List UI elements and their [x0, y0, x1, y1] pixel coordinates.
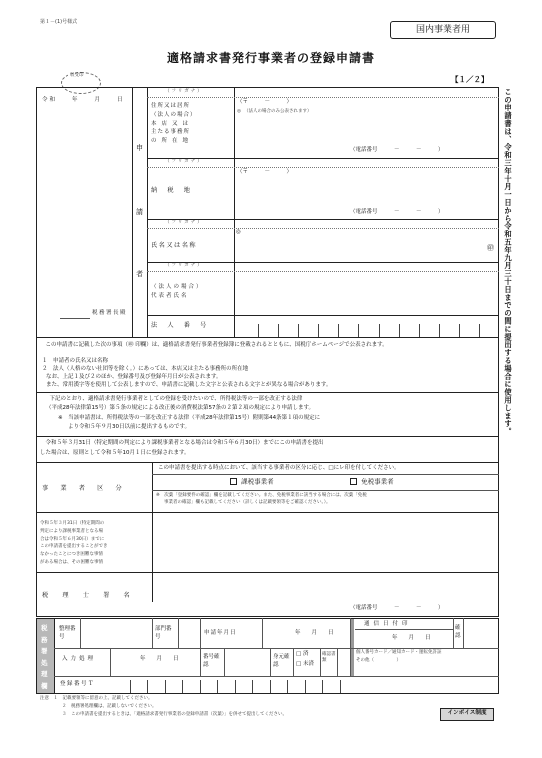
toroku-number-cell-divider	[147, 680, 148, 693]
toroku-number-cell-divider	[235, 680, 236, 693]
address-postal[interactable]: （〒 － ）	[237, 99, 293, 105]
office-shinsei-date[interactable]: 年 月 日	[295, 630, 334, 636]
form-number: 第１－(1)号様式	[40, 19, 78, 25]
rep-label-line-2: 代表者氏名	[151, 293, 189, 299]
rep-label-line-1: （法人の場合）	[151, 284, 204, 290]
deadline-note-line-2: した場合は、原則として令和５年10月１日に登録されます。	[40, 450, 190, 456]
declaration-line-1: 下記のとおり、適格請求書発行事業者としての登録を受けたいので、所得税法等の一部を改正する法律	[44, 396, 303, 402]
tax-place-phone[interactable]: （電話番号 － － ）	[350, 209, 444, 215]
address-label-line-1: 住所又は居所	[151, 103, 191, 109]
corp-number-cell-divider	[379, 324, 380, 337]
footer-note-2: ２ 税務署処理欄は、記載しないでください。	[62, 704, 157, 709]
toroku-number-cell-divider	[305, 680, 306, 693]
business-type-note-1: ※ 次葉「登録要件の確認」欄を記載してください。また、免税事業者に該当する場合には、次葉「免税	[156, 493, 367, 498]
toroku-number-cell-divider	[130, 680, 131, 693]
corp-number-cell-divider	[419, 324, 420, 337]
address-label-line-5: の所在地	[151, 138, 194, 145]
address-phone[interactable]: （電話番号 － － ）	[350, 147, 444, 153]
office-side-char-4: 処	[41, 658, 48, 667]
toroku-number-cell-divider	[200, 680, 201, 693]
publication-item-4: また、常用漢字等を使用して公表しますので、申請書に記載した文字と公表される文字とが異なる場合があります。	[46, 382, 332, 388]
office-bumon-label: 部門番号	[155, 626, 172, 640]
special-case-line-5: なかったことにつき困難な事情	[40, 552, 103, 558]
furigana-address: （フリガナ）	[165, 89, 204, 94]
tax-accountant-label: 税 理 士 署 名	[42, 592, 134, 599]
corp-number-cell-divider	[479, 324, 480, 337]
footer-note-1: 注意 １ 記載要領等に留意の上、記載してください。	[40, 696, 153, 701]
publication-intro: この申請書に記載した次の事項（㊞ 印欄）は、適格請求書発行事業者登録簿に登載されるとともに、国税庁ホームページで公表されます。	[40, 342, 388, 348]
tax-place-label: 納 税 地	[151, 187, 192, 194]
corp-number-cell-divider	[439, 324, 440, 337]
group-char-1: 申	[136, 144, 143, 152]
address-label	[151, 102, 231, 146]
receipt-stamp-label: 収受印	[70, 73, 84, 78]
office-bango-label: 番号確認	[203, 654, 220, 668]
office-shorui-other: その他（ ）	[356, 658, 401, 663]
group-char-2: 請	[136, 208, 143, 216]
exempt-label: 免税事業者	[361, 477, 394, 486]
special-case-line-6: がある場合は、その困難な事情	[40, 559, 103, 565]
furigana-rep: （フリガナ）	[165, 263, 204, 268]
taxable-label: 課税事業者	[241, 477, 274, 486]
corp-number-cell-divider	[338, 324, 339, 337]
name-seal: ㊞	[487, 244, 494, 252]
toroku-number-cell-divider	[252, 680, 253, 693]
corp-number-label: 法 人 番 号	[151, 322, 209, 329]
special-case-field[interactable]	[153, 513, 498, 571]
form-title: 適格請求書発行事業者の登録申請書	[166, 51, 375, 65]
furigana-name: （フリガナ）	[165, 220, 204, 225]
rep-label	[151, 283, 231, 301]
office-shorui-detail: 個人番号カード／通知カード・運転免許証	[356, 650, 442, 655]
office-kakunin-label: 確認	[455, 625, 461, 639]
corp-number-cell-divider	[358, 324, 359, 337]
office-zumi[interactable]: □ 済	[296, 651, 309, 657]
declaration-line-3: ※ 当該申請書は、所得税法等の一部を改正する法律（平成28年法律第15号）附則第44条第１項の規定に	[58, 415, 321, 421]
office-side-char-2: 務	[41, 635, 48, 644]
special-case-line-3: 合は令和５年６月30日）までに	[40, 536, 105, 542]
toroku-number-cell-divider	[270, 680, 271, 693]
toroku-number-cell-divider	[217, 680, 218, 693]
address-label-line-3: 本店又は	[151, 120, 194, 127]
toroku-number-cell-divider	[340, 680, 341, 693]
office-side-label	[41, 623, 51, 692]
corp-number-cell-divider	[278, 324, 279, 337]
toroku-number-cell-divider	[287, 680, 288, 693]
footer-note-3: ３ この申請書を提出するときは、「適格請求書発行事業者の登録申請書（次葉）」を併せて提出してください。	[62, 712, 287, 717]
office-tsushin-date[interactable]: 年 月 日	[392, 635, 431, 641]
special-case-label	[40, 520, 150, 567]
toroku-number-cell-divider	[322, 680, 323, 693]
corp-number-cell-divider	[318, 324, 319, 337]
deadline-note-line-1: 令和５年３月31日（特定期間の判定により課税事業者となる場合は令和５年６月30日）までにこの申請書を提出	[40, 440, 324, 446]
corp-publish-note: （法人の場合のみ公表されます）	[244, 109, 312, 114]
taxable-checkbox[interactable]	[230, 478, 237, 485]
group-char-3: 者	[136, 270, 143, 278]
exempt-checkbox[interactable]	[350, 478, 357, 485]
business-type-note-2: 事業者の確認」欄も記載してください（詳しくは記載要領等をご確認ください。）。	[164, 500, 331, 505]
publication-item-1: １ 申請者の氏名又は名称	[42, 358, 109, 364]
office-nyuryoku-label: 入力処理	[62, 656, 97, 662]
address-label-line-2: （法人の場合）	[151, 111, 197, 118]
office-seiri-field[interactable]	[81, 619, 152, 648]
tax-office-label: 税務署長殿	[92, 310, 128, 316]
office-shorui-label: 確認書類	[322, 652, 336, 663]
office-shinsei-label: 申請年月日	[204, 630, 237, 636]
corp-number-cell-divider	[258, 324, 259, 337]
page-indicator: 【１／２】	[451, 75, 489, 84]
side-note: この申請書は、令和三年十月一日から令和五年九月三十日までの間に提出する場合に使用します。	[504, 88, 513, 436]
corp-number-cell-divider	[459, 324, 460, 337]
corp-publish-mark: ◎	[237, 109, 241, 114]
office-tsushin-label: 通信日付印	[364, 621, 412, 627]
corp-number-cell-divider	[298, 324, 299, 337]
furigana-place: （フリガナ）	[165, 159, 204, 164]
office-mizumi[interactable]: □ 未済	[296, 661, 314, 667]
domestic-badge-label: 国内事業者用	[415, 25, 470, 35]
office-side-char-1: 税	[41, 624, 48, 632]
publication-item-2: ２ 法人（人格のない社団等を除く。）にあっては、本店又は主たる事務所の所在地	[42, 366, 249, 372]
office-nyuryoku-date[interactable]: 年 月 日	[140, 656, 179, 662]
invoice-badge	[440, 708, 494, 721]
special-case-line-4: この申請書を提出することができ	[40, 544, 108, 550]
tax-accountant-phone[interactable]: （電話番号 － － ）	[350, 605, 444, 611]
option-taxable[interactable]	[230, 478, 274, 485]
corp-number-cell-divider	[399, 324, 400, 337]
office-side-char-6: 欄	[41, 681, 48, 690]
tax-place-postal[interactable]: （〒 － ）	[237, 169, 293, 175]
office-side-char-5: 理	[41, 670, 48, 678]
address-label-line-4: 主たる事務所	[151, 129, 191, 136]
declaration-line-2: （平成28年法律第15号）第５条の規定による改正後の消費税法第57条の２第２項の規定により申請します。	[46, 405, 315, 411]
name-publish-mark: ◎	[236, 229, 241, 235]
special-case-line-1: 令和５年３月31日（特定期間の	[40, 521, 105, 526]
toroku-number-cell-divider	[182, 680, 183, 693]
domestic-badge	[390, 21, 496, 39]
office-seiri-label: 整理番号	[59, 626, 76, 640]
application-date: 令和 年 月 日	[42, 97, 125, 103]
option-exempt[interactable]	[350, 478, 394, 485]
office-toroku-label: 登録番号Ｔ	[60, 681, 96, 687]
invoice-badge-label: インボイス制度	[447, 710, 487, 716]
publication-item-3: なお、上記１及び２のほか、登録番号及び登録年月日が公表されます。	[46, 374, 222, 380]
name-label: 氏名又は名称	[151, 242, 198, 249]
business-type-label: 事 業 者 区 分	[42, 485, 125, 492]
tax-accountant-field[interactable]	[153, 573, 498, 601]
declaration-line-4: より令和５年９月30日以前に提出するものです。	[68, 424, 191, 430]
business-type-instruction: この申請書を提出する時点において、該当する事業者の区分に応じ、□にレ印を付してください。	[158, 465, 400, 471]
office-side-char-3: 署	[41, 647, 48, 655]
toroku-number-cell-divider	[165, 680, 166, 693]
office-mimoto-label: 身元確認	[273, 654, 290, 668]
special-case-line-2: 判定により課税事業者となる場	[40, 528, 103, 534]
